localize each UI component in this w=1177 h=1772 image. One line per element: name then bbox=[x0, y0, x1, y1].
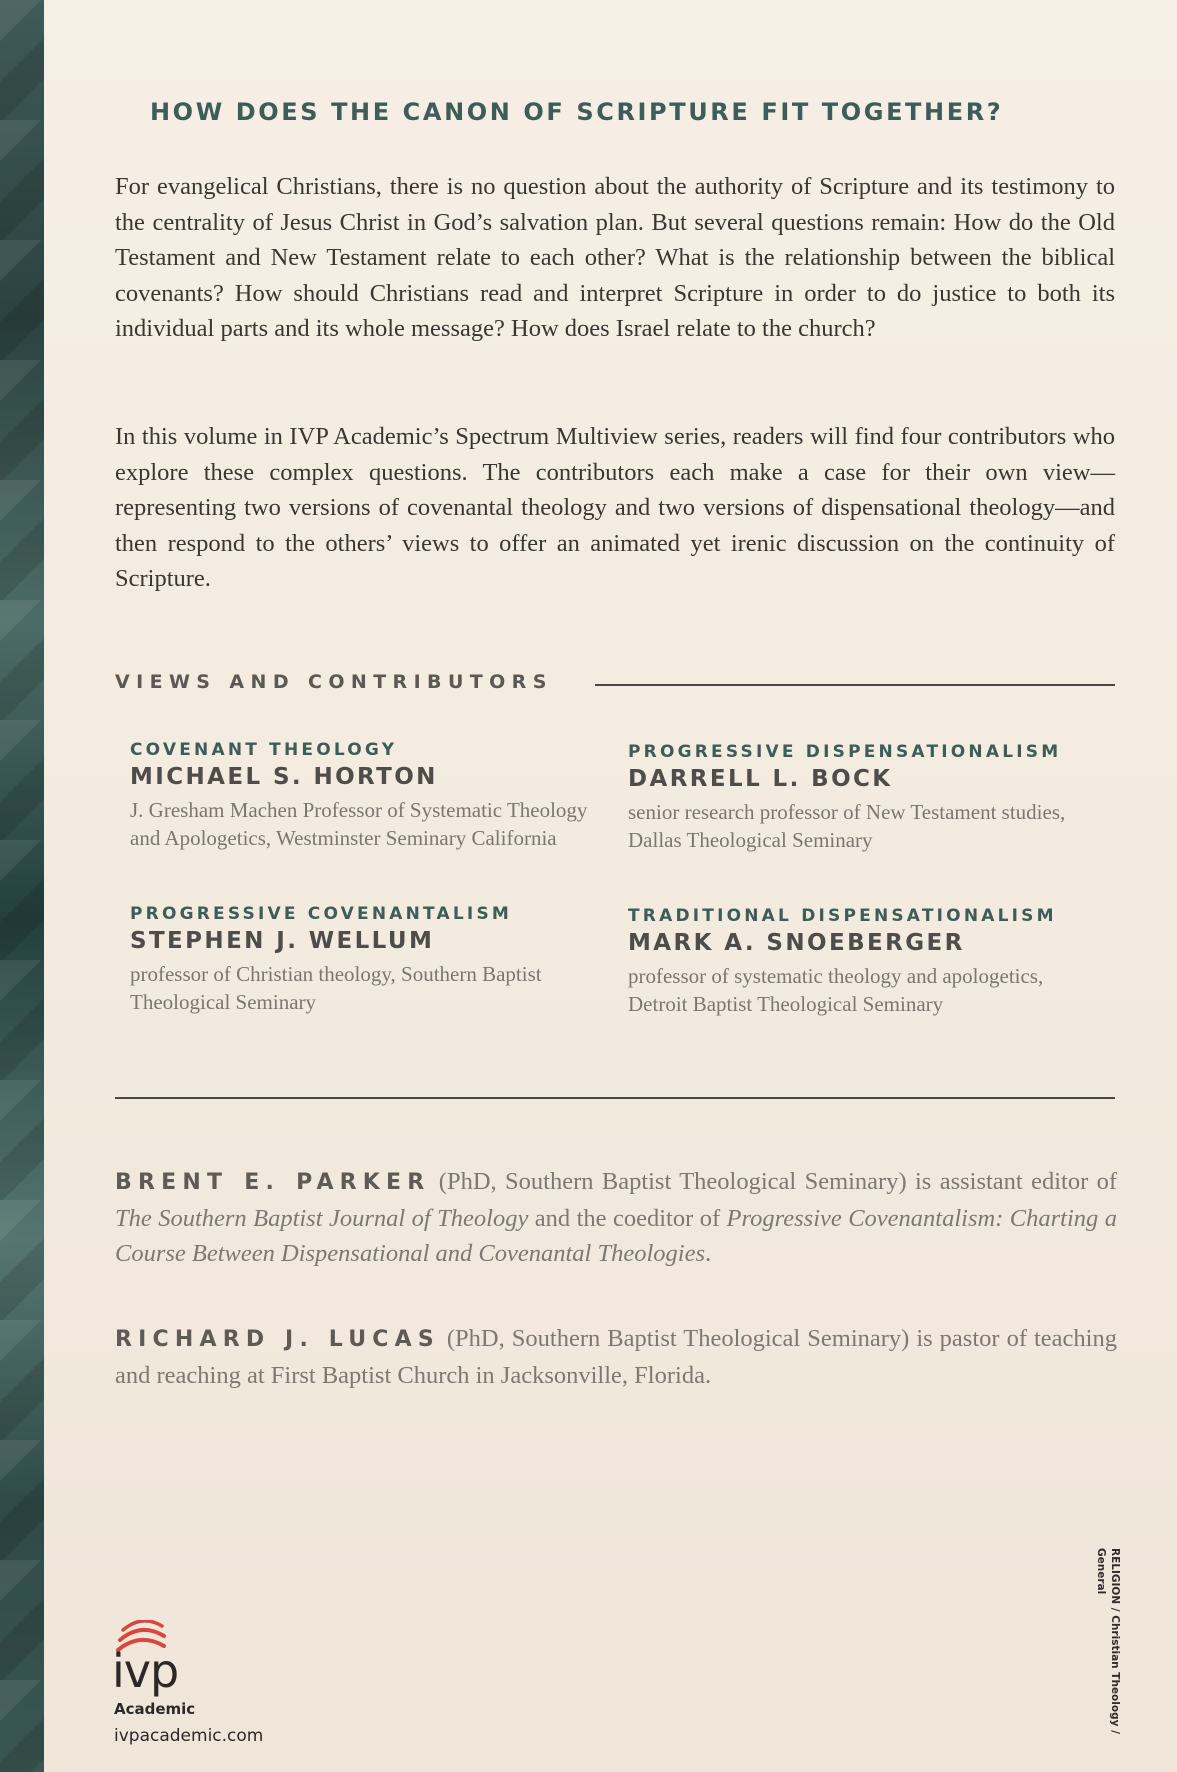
editor-bio-text: (PhD, Southern Baptist Theological Seminary) is pastor of teaching and reaching at First Baptist Church in Jacksonville, Florida. bbox=[115, 1325, 1117, 1389]
spine-edge bbox=[0, 0, 44, 1772]
bisac-category bbox=[1086, 1548, 1122, 1748]
category-label: RELIGION / Christian Theology / General bbox=[1095, 1548, 1121, 1734]
contributor-name: STEPHEN J. WELLUM bbox=[130, 928, 435, 954]
contributor-role: J. Gresham Machen Professor of Systematic Theology and Apologetics, Westminster Seminary California bbox=[130, 798, 588, 850]
journal-title: The Southern Baptist Journal of Theology bbox=[115, 1204, 529, 1232]
editor-bio-lucas bbox=[115, 1321, 1117, 1393]
contributor-view: PROGRESSIVE DISPENSATIONALISM bbox=[628, 742, 1062, 762]
logo-wordmark: ivp bbox=[112, 1644, 179, 1698]
intro-paragraph-1: For evangelical Christians, there is no question about the authority of Scripture and its testimony to the centrality of Jesus Christ in God’s salvation plan. But several questions remain: How do the Old Testament and New Testament relate to each other? What is the relationship between the biblical covenants? How should Christians read and interpret Scripture in order to do justice to both its individual parts and its whole message? How does Israel relate to the church? bbox=[115, 173, 1115, 342]
editor-bio-text: (PhD, Southern Baptist Theological Seminary) is assistant editor of bbox=[430, 1168, 1118, 1195]
bottom-divider bbox=[115, 1097, 1115, 1099]
editor-bio-text: . bbox=[705, 1240, 712, 1267]
book-title: Progressive Covenantalism: Charting a Course Between Dispensational and Covenantal Theologies bbox=[115, 1204, 1117, 1267]
contributor-view: TRADITIONAL DISPENSATIONALISM bbox=[628, 906, 1057, 926]
contributor-role: senior research professor of New Testament studies, Dallas Theological Seminary bbox=[628, 800, 1066, 852]
contributor-role: professor of Christian theology, Southern Baptist Theological Seminary bbox=[130, 962, 542, 1014]
ivp-academic-logo bbox=[112, 1620, 332, 1750]
contributor-view: COVENANT THEOLOGY bbox=[130, 740, 398, 760]
contributor-role: professor of systematic theology and apologetics, Detroit Baptist Theological Seminary bbox=[628, 964, 1044, 1016]
editor-bio-parker bbox=[115, 1164, 1117, 1272]
contributor-name: DARRELL L. BOCK bbox=[628, 766, 893, 792]
contributor-block bbox=[130, 903, 600, 1016]
publisher-website: ivpacademic.com bbox=[114, 1726, 264, 1746]
contributor-name: MARK A. SNOEBERGER bbox=[628, 930, 965, 956]
contributor-name: MICHAEL S. HORTON bbox=[130, 764, 438, 790]
contributor-view: PROGRESSIVE COVENANTALISM bbox=[130, 904, 512, 924]
editor-bio-text: and the coeditor of bbox=[528, 1204, 727, 1232]
section-divider bbox=[595, 684, 1115, 686]
contributor-block bbox=[130, 739, 600, 852]
intro-paragraph-2: In this volume in IVP Academic’s Spectrum Multiview series, readers will find four contributors who explore these complex questions. The contributors each make a case for their own view—representing two versions of covenantal theology and two versions of dispensational theology—and then respond to the others’ views to offer an animated yet irenic discussion on the continuity of Scripture. bbox=[115, 423, 1115, 592]
contributor-block bbox=[628, 905, 1098, 1018]
views-section-label: VIEWS AND CONTRIBUTORS bbox=[115, 671, 553, 693]
logo-imprint: Academic bbox=[114, 1700, 196, 1718]
editor-name: BRENT E. PARKER bbox=[115, 1170, 431, 1195]
editor-name: RICHARD J. LUCAS bbox=[115, 1327, 440, 1352]
contributor-block bbox=[628, 741, 1098, 854]
headline: HOW DOES THE CANON OF SCRIPTURE FIT TOGETHER? bbox=[150, 98, 1004, 126]
